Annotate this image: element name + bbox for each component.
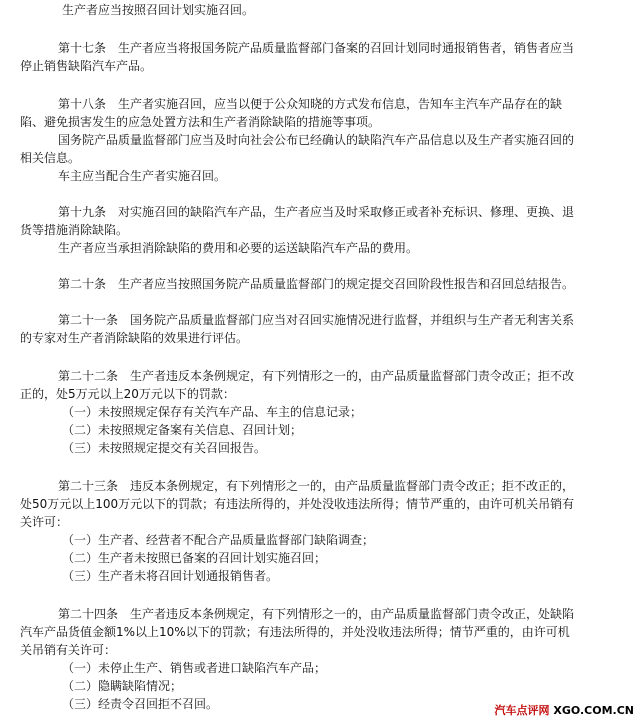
text-line: 生产者应当按照召回计划实施召回。 — [62, 3, 255, 17]
article-22-line-1: 第二十二条 生产者违反本条例规定，有下列情形之一的，由产品质量监督部门责令改正；拒不改 — [58, 369, 575, 383]
article-22-item-2: （二）未按照规定备案有关信息、召回计划； — [62, 423, 303, 437]
article-17-line-1: 第十七条 生产者应当将报国务院产品质量监督部门备案的召回计划同时通报销售者，销售者应当 — [58, 41, 575, 55]
article-24-item-1: （一）未停止生产、销售或者进口缺陷汽车产品； — [62, 661, 327, 675]
article-24-line-1: 第二十四条 生产者违反本条例规定，有下列情形之一的，由产品质量监督部门责令改正，处缺陷 — [58, 607, 575, 621]
article-23-item-2: （二）生产者未按照已备案的召回计划实施召回； — [62, 551, 327, 565]
article-24-item-2: （二）隐瞒缺陷情况； — [62, 679, 183, 693]
article-23-item-3: （三）生产者未将召回计划通报销售者。 — [62, 569, 279, 583]
article-18-line-4: 相关信息。 — [20, 151, 81, 165]
article-19-line-2: 货等措施消除缺陷。 — [20, 223, 129, 237]
watermark-site: XGO.COM.CN — [553, 704, 634, 717]
article-19-line-1: 第十九条 对实施召回的缺陷汽车产品，生产者应当及时采取修正或者补充标识、修理、更换、退 — [58, 205, 575, 219]
article-18-line-2: 陷、避免损害发生的应急处置方法和生产者消除缺陷的措施等事项。 — [20, 115, 381, 129]
article-22-item-1: （一）未按照规定保存有关汽车产品、车主的信息记录； — [62, 405, 363, 419]
article-18-line-3: 国务院产品质量监督部门应当及时向社会公布已经确认的缺陷汽车产品信息以及生产者实施召回的 — [58, 133, 575, 147]
article-23-line-1: 第二十三条 违反本条例规定，有下列情形之一的，由产品质量监督部门责令改正；拒不改正的， — [58, 479, 575, 493]
article-20-line-1: 第二十条 生产者应当按照国务院产品质量监督部门的规定提交召回阶段性报告和召回总结报告。 — [58, 277, 575, 291]
article-19-line-3: 生产者应当承担消除缺陷的费用和必要的运送缺陷汽车产品的费用。 — [58, 241, 419, 255]
article-24-line-3: 关吊销有关许可： — [20, 643, 117, 657]
article-18-line-5: 车主应当配合生产者实施召回。 — [58, 169, 227, 183]
article-18-line-1: 第十八条 生产者实施召回，应当以便于公众知晓的方式发布信息，告知车主汽车产品存在的缺 — [58, 97, 563, 111]
site-watermark — [495, 702, 634, 718]
article-21-line-2: 的专家对生产者消除缺陷的效果进行评估。 — [20, 331, 249, 345]
article-23-item-1: （一）生产者、经营者不配合产品质量监督部门缺陷调查； — [62, 533, 375, 547]
article-21-line-1: 第二十一条 国务院产品质量监督部门应当对召回实施情况进行监督，并组织与生产者无利害关系 — [58, 313, 575, 327]
article-24-item-3: （三）经责令召回拒不召回。 — [62, 697, 219, 711]
article-22-item-3: （三）未按照规定提交有关召回报告。 — [62, 441, 267, 455]
article-24-line-2: 汽车产品货值金额1%以上10%以下的罚款；有违法所得的，并处没收违法所得；情节严重的，由许可机 — [20, 625, 570, 639]
article-17-line-2: 停止销售缺陷汽车产品。 — [20, 59, 153, 73]
article-23-line-2: 处50万元以上100万元以下的罚款；有违法所得的，并处没收违法所得；情节严重的，由许可机关吊销有 — [20, 497, 575, 511]
watermark-brand: 汽车点评网 — [494, 704, 550, 717]
article-22-line-2: 正的，处5万元以上20万元以下的罚款： — [20, 387, 235, 401]
article-23-line-3: 关许可： — [20, 515, 69, 529]
